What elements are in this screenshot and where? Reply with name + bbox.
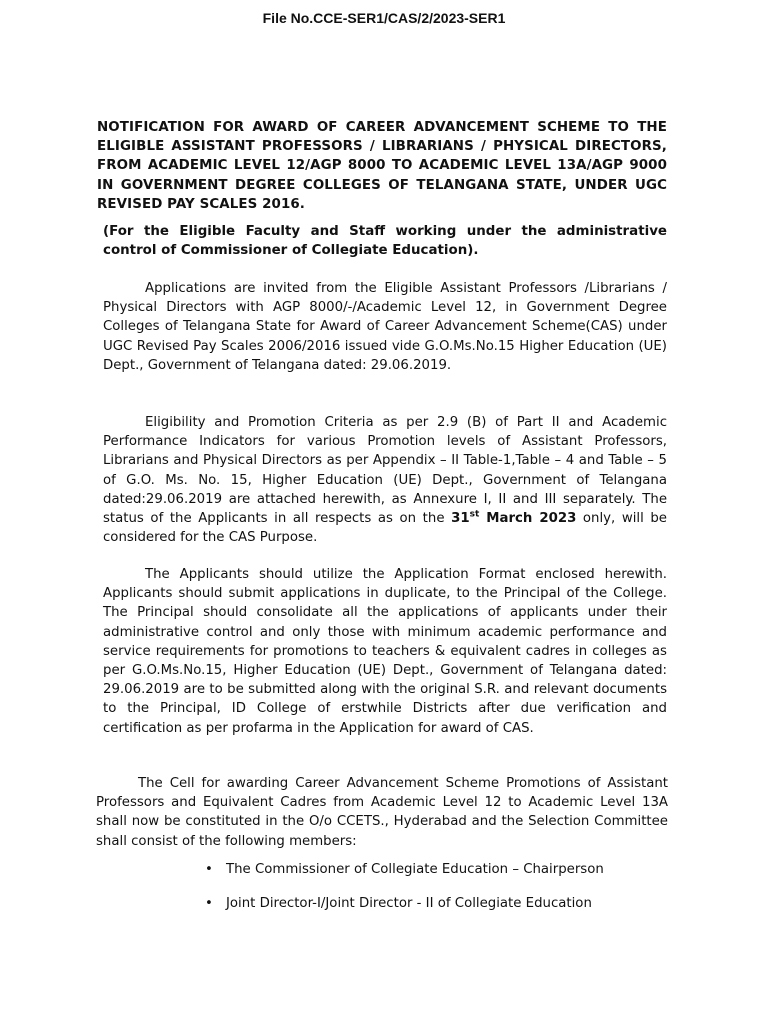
bullet-icon: • (205, 862, 213, 877)
bullet-icon: • (205, 896, 213, 911)
eligibility-tail: only, will be considered for the CAS Purpose. (103, 511, 667, 546)
cutoff-date (451, 511, 576, 526)
committee-members-list (205, 860, 675, 928)
paragraph-application-format: The Applicants should utilize the Application Format enclosed herewith. Applicants should submit applications in duplicate, to the Principal of the College. The Principal should consolidate all the applications of applicants under their administrative control and only those with minimum academic performance and service requirements for promotions to teachers & equivalent cadres in colleges as per G.O.Ms.No.15, Higher Education (UE) Dept., Government of Telangana dated: 29.06.2019 are to be submitted along with the original S.R. and relevant documents to the Principal, ID College of erstwhile Districts after due verification and certification as per profarma in the Application for award of CAS. (103, 567, 667, 736)
member-text: Joint Director-I/Joint Director - II of Collegiate Education (226, 896, 592, 911)
cutoff-day: 31 (451, 511, 470, 527)
notification-subtitle: (For the Eligible Faculty and Staff working under the administrative control of Commissioner of Collegiate Education). (103, 224, 667, 259)
list-item (205, 860, 675, 879)
cutoff-month-year: March 2023 (479, 511, 577, 527)
cutoff-day-suffix: st (469, 509, 480, 520)
member-text: The Commissioner of Collegiate Education – Chairperson (226, 862, 604, 877)
paragraph-cell: The Cell for awarding Career Advancement Scheme Promotions of Assistant Professors and Equivalent Cadres from Academic Level 12 to Academic Level 13A shall now be constituted in the O/o CCETS., Hyderabad and the Selection Committee shall consist of the following members: (96, 776, 668, 849)
eligibility-text: Eligibility and Promotion Criteria as per 2.9 (B) of Part II and Academic Performance Indicators for various Promotion levels of Assistant Professors, Librarians and Physical Directors as per Appendix – II Table-1,Table – 4 and Table – 5 of G.O. Ms. No. 15, Higher Education (UE) Dept., Government of Telangana dated:29.06.2019 are attached herewith, as Annexure I, II and III separately. The status of the Applicants in all respects as on the (103, 415, 667, 527)
list-item (205, 894, 675, 913)
paragraph-eligibility (103, 413, 667, 547)
file-number: File No.CCE-SER1/CAS/2/2023-SER1 (262, 10, 506, 26)
paragraph-applications: Applications are invited from the Eligible Assistant Professors /Librarians / Physical Directors with AGP 8000/-/Academic Level 12, in Government Degree Colleges of Telangana State for Award of Career Advancement Scheme(CAS) under UGC Revised Pay Scales 2006/2016 issued vide G.O.Ms.No.15 Higher Education (UE) Dept., Government of Telangana dated: 29.06.2019. (103, 281, 667, 373)
notification-title: NOTIFICATION FOR AWARD OF CAREER ADVANCEMENT SCHEME TO THE ELIGIBLE ASSISTANT PROFESSORS / LIBRARIANS / PHYSICAL DIRECTORS, FROM ACADEMIC LEVEL 12/AGP 8000 TO ACADEMIC LEVEL 13A/AGP 9000 IN GOVERNMENT DEGREE COLLEGES OF TELANGANA STATE, UNDER UGC REVISED PAY SCALES 2016. (97, 120, 667, 212)
